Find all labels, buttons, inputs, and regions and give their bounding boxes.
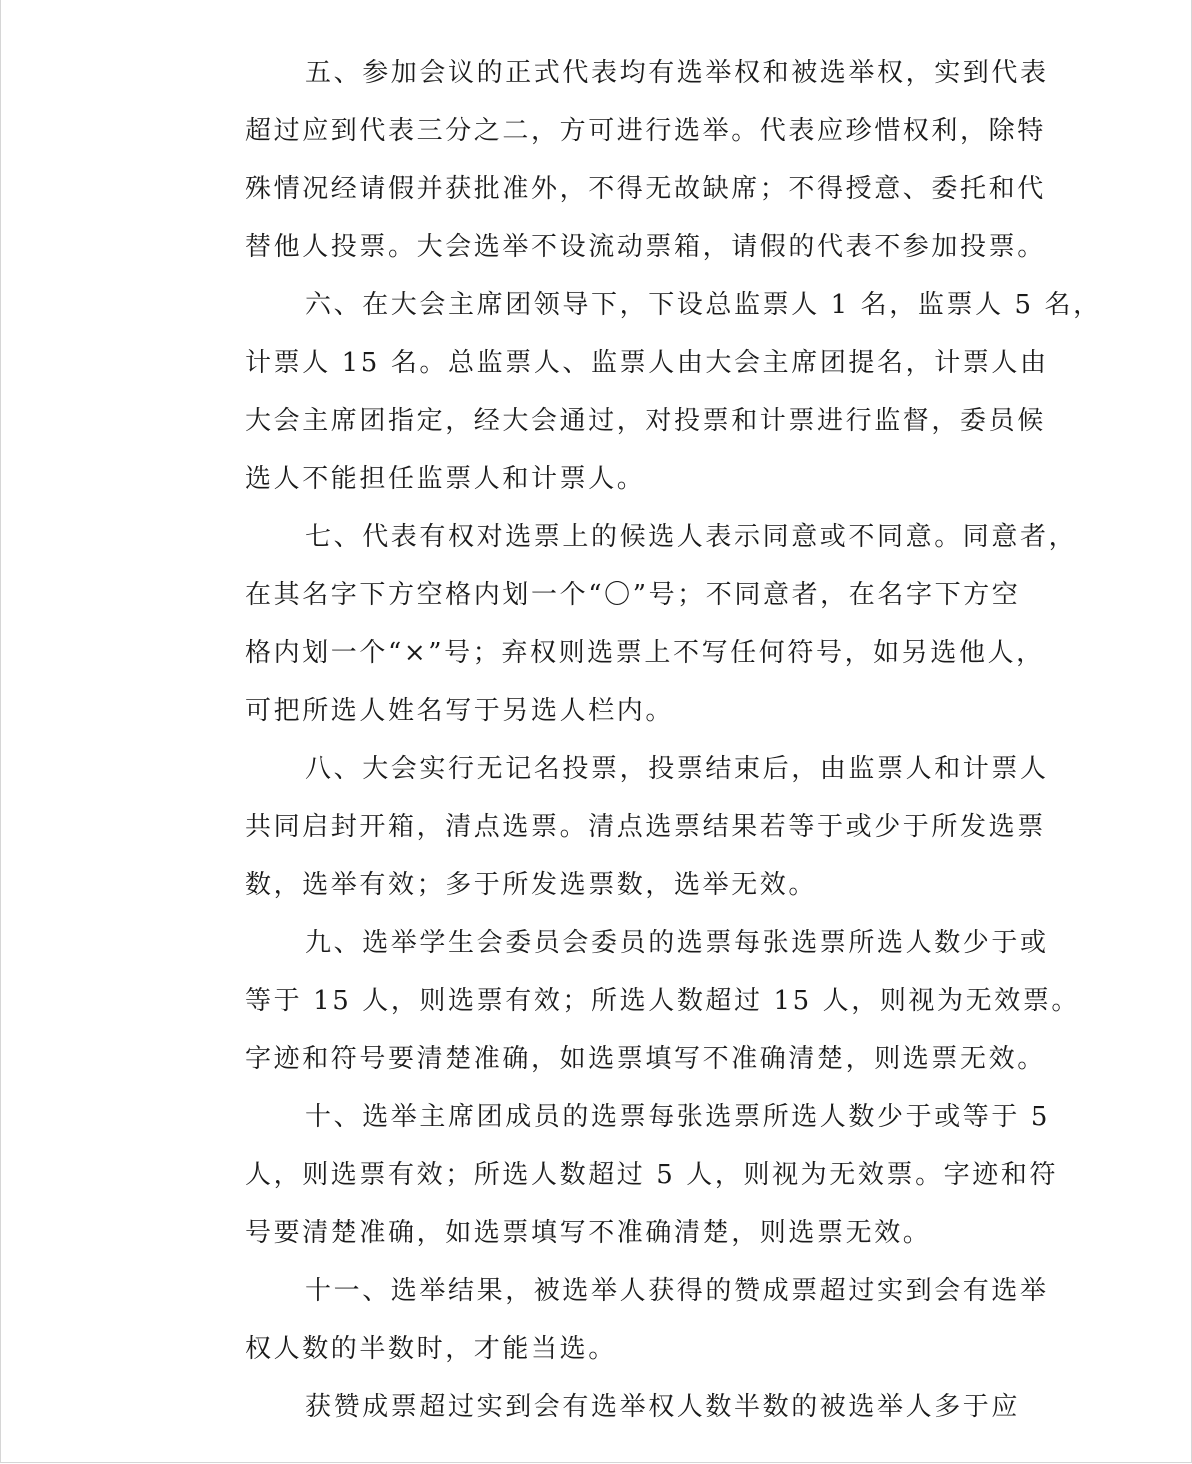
text-line: 十、选举主席团成员的选票每张选票所选人数少于或等于 5 [305,1102,1051,1132]
paragraph-continuation [185,1378,1021,1436]
paragraph-6 [185,276,1102,508]
text-line: 获赞成票超过实到会有选举权人数半数的被选举人多于应 [305,1392,1021,1422]
paragraph-9 [185,914,1081,1088]
text-line: 数，选举有效；多于所发选票数，选举无效。 [245,870,818,900]
text-line: 大会主席团指定，经大会通过，对投票和计票进行监督，委员候 [245,406,1046,436]
text-line: 共同启封开箱，清点选票。清点选票结果若等于或少于所发选票 [245,812,1046,842]
paragraph-7 [185,508,1078,740]
text-line: 八、大会实行无记名投票，投票结束后，由监票人和计票人 [305,754,1049,784]
text-line: 计票人 15 名。总监票人、监票人由大会主席团提名，计票人由 [245,348,1049,378]
document-body [185,44,1102,1436]
text-line: 七、代表有权对选票上的候选人表示同意或不同意。同意者， [305,522,1078,552]
text-line: 号要清楚准确，如选票填写不准确清楚，则选票无效。 [245,1218,932,1248]
text-line: 替他人投票。大会选举不设流动票箱，请假的代表不参加投票。 [245,232,1046,262]
text-line: 人，则选票有效；所选人数超过 5 人，则视为无效票。字迹和符 [245,1160,1059,1190]
paragraph-5 [185,44,1049,276]
text-line: 权人数的半数时，才能当选。 [245,1334,617,1364]
text-line: 十一、选举结果，被选举人获得的赞成票超过实到会有选举 [305,1276,1049,1306]
text-line: 选人不能担任监票人和计票人。 [245,464,646,494]
text-line: 格内划一个“×”号；弃权则选票上不写任何符号，如另选他人， [245,638,1045,668]
paragraph-11 [185,1262,1049,1378]
text-line: 超过应到代表三分之二，方可进行选举。代表应珍惜权利，除特 [245,116,1046,146]
text-line: 可把所选人姓名写于另选人栏内。 [245,696,675,726]
text-line: 五、参加会议的正式代表均有选举权和被选举权，实到代表 [305,58,1049,88]
paragraph-10 [185,1088,1059,1262]
paragraph-8 [185,740,1049,914]
text-line: 在其名字下方空格内划一个“〇”号；不同意者，在名字下方空 [245,580,1021,610]
text-line: 六、在大会主席团领导下，下设总监票人 1 名，监票人 5 名， [305,290,1102,320]
text-line: 九、选举学生会委员会委员的选票每张选票所选人数少于或 [305,928,1049,958]
text-line: 字迹和符号要清楚准确，如选票填写不准确清楚，则选票无效。 [245,1044,1046,1074]
text-line: 殊情况经请假并获批准外，不得无故缺席；不得授意、委托和代 [245,174,1046,204]
text-line: 等于 15 人，则选票有效；所选人数超过 15 人，则视为无效票。 [245,986,1081,1016]
